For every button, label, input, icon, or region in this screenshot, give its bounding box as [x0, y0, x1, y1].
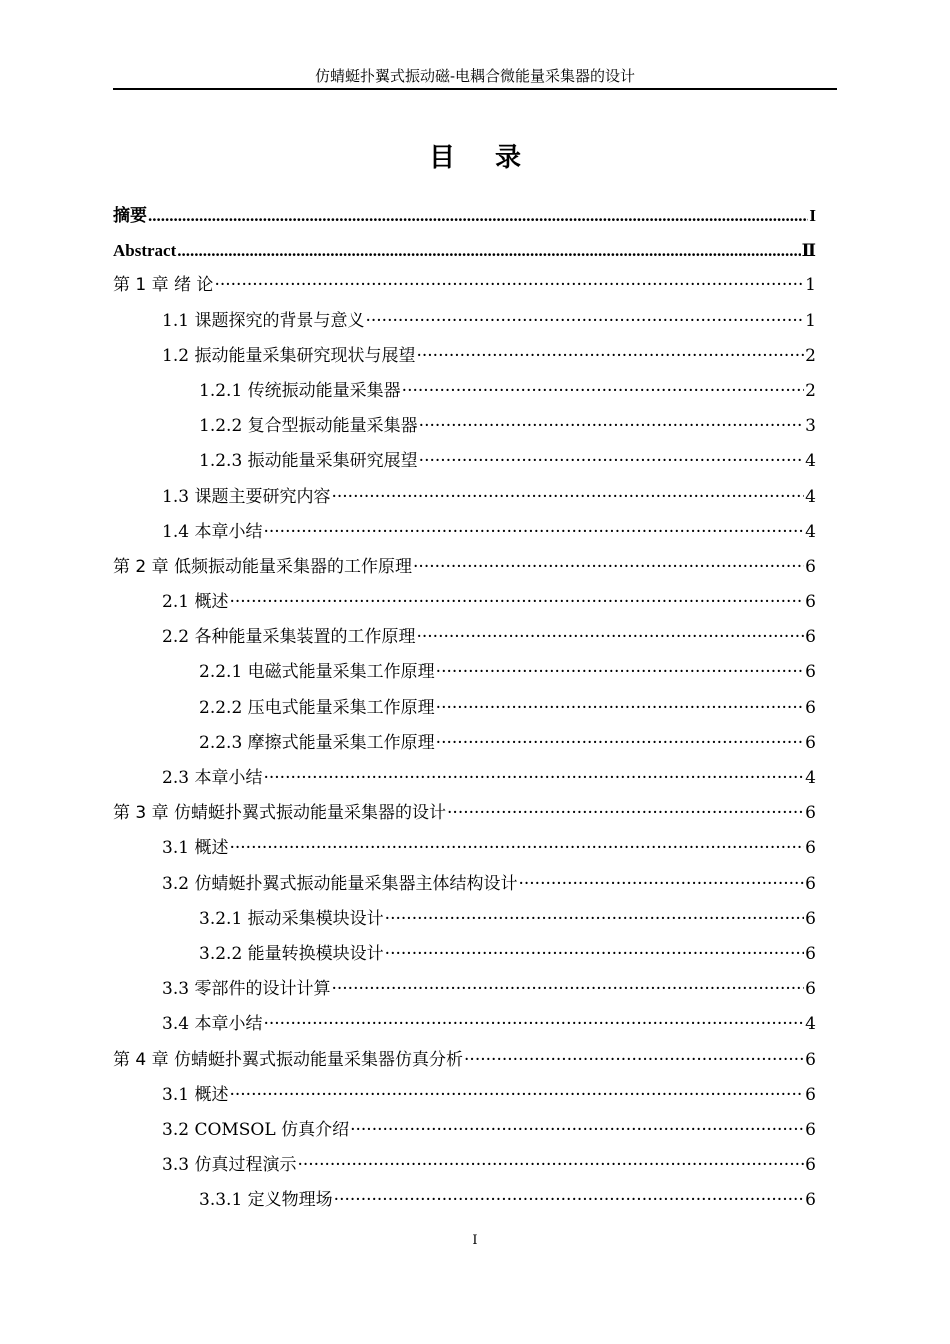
toc-entry[interactable] — [113, 691, 816, 726]
footer-page-number: I — [472, 1233, 478, 1248]
toc-entry-title: 3.2 COMSOL 仿真介绍 — [162, 1119, 350, 1140]
toc-entry-page: 4 — [805, 521, 816, 542]
toc-leader-dots — [263, 515, 804, 550]
toc-entry-page: 6 — [805, 592, 816, 613]
toc-leader-dots — [416, 620, 804, 655]
toc-entry-page: 6 — [805, 908, 816, 929]
toc-entry[interactable] — [113, 233, 816, 268]
toc-entry-title: 3.3 仿真过程演示 — [162, 1155, 297, 1176]
table-of-contents — [113, 198, 816, 1218]
toc-entry[interactable] — [113, 550, 816, 585]
toc-entry-page: 6 — [805, 1155, 816, 1176]
toc-entry-page: 6 — [805, 1119, 816, 1140]
toc-entry-page: 6 — [805, 627, 816, 648]
toc-leader-dots — [385, 937, 805, 972]
toc-leader-dots — [365, 304, 804, 339]
toc-entry[interactable] — [113, 761, 816, 796]
toc-entry-page: 4 — [805, 486, 816, 507]
toc-leader-dots — [214, 268, 804, 303]
toc-entry-title: 3.2.2 能量转换模块设计 — [199, 943, 384, 964]
toc-entry-page: 2 — [805, 380, 816, 401]
toc-entry-title: 1.4 本章小结 — [162, 521, 263, 542]
toc-leader-dots — [148, 198, 808, 233]
toc-entry-page: 6 — [805, 697, 816, 718]
toc-entry-title: 2.2.2 压电式能量采集工作原理 — [199, 697, 435, 718]
toc-entry[interactable] — [113, 1113, 816, 1148]
toc-entry-page: 6 — [805, 556, 816, 577]
toc-entry-page: 1 — [805, 275, 816, 296]
toc-leader-dots — [331, 972, 804, 1007]
toc-leader-dots — [416, 339, 804, 374]
toc-entry-title: 3.2.1 振动采集模块设计 — [199, 908, 384, 929]
toc-entry-page: 3 — [805, 416, 816, 437]
toc-entry[interactable] — [113, 796, 816, 831]
toc-entry-title: 第 3 章 仿蜻蜓扑翼式振动能量采集器的设计 — [113, 803, 447, 824]
toc-entry[interactable] — [113, 937, 816, 972]
toc-entry-page: Ⅱ — [801, 241, 816, 261]
toc-entry-page: 6 — [805, 838, 816, 859]
toc-leader-dots — [518, 867, 804, 902]
running-header: 仿蜻蜓扑翼式振动磁-电耦合微能量采集器的设计 — [314, 67, 636, 85]
toc-entry-page: 1 — [805, 310, 816, 331]
toc-leader-dots — [436, 691, 805, 726]
toc-entry[interactable] — [113, 444, 816, 479]
toc-entry-page: 2 — [805, 345, 816, 366]
toc-entry[interactable] — [113, 268, 816, 303]
toc-leader-dots — [402, 374, 805, 409]
toc-entry-title: 摘要 — [113, 206, 147, 225]
toc-leader-dots — [436, 726, 805, 761]
toc-entry[interactable] — [113, 1183, 816, 1218]
header-rule — [113, 88, 837, 90]
toc-entry-page: 6 — [805, 803, 816, 824]
toc-entry-title: 3.3 零部件的设计计算 — [162, 979, 331, 1000]
toc-entry-title: 2.2 各种能量采集装置的工作原理 — [162, 627, 416, 648]
toc-leader-dots — [350, 1113, 804, 1148]
toc-entry-page: 6 — [805, 1084, 816, 1105]
toc-entry[interactable] — [113, 620, 816, 655]
toc-entry-title: 1.2.3 振动能量采集研究展望 — [199, 451, 418, 472]
toc-entry-title: 2.2.1 电磁式能量采集工作原理 — [199, 662, 435, 683]
toc-entry[interactable] — [113, 480, 816, 515]
toc-entry[interactable] — [113, 585, 816, 620]
toc-leader-dots — [334, 1183, 805, 1218]
toc-title: 目录 — [428, 143, 561, 173]
toc-leader-dots — [263, 1007, 804, 1042]
toc-entry-title: 3.1 概述 — [162, 1084, 229, 1105]
toc-entry-title: 3.3.1 定义物理场 — [199, 1190, 333, 1211]
toc-entry-title: 3.2 仿蜻蜓扑翼式振动能量采集器主体结构设计 — [162, 873, 518, 894]
toc-entry-title: 2.3 本章小结 — [162, 768, 263, 788]
toc-entry[interactable] — [113, 1007, 816, 1042]
toc-entry-title: 1.1 课题探究的背景与意义 — [162, 310, 365, 331]
toc-entry[interactable] — [113, 902, 816, 937]
toc-leader-dots — [385, 902, 805, 937]
toc-entry-page: 6 — [805, 873, 816, 894]
toc-entry[interactable] — [113, 1148, 816, 1183]
toc-entry-title: 第 2 章 低频振动能量采集器的工作原理 — [113, 556, 413, 577]
toc-entry[interactable] — [113, 972, 816, 1007]
toc-entry[interactable] — [113, 1043, 816, 1078]
toc-entry-title: 1.3 课题主要研究内容 — [162, 486, 331, 507]
toc-entry-title: 3.4 本章小结 — [162, 1014, 263, 1035]
toc-entry-page: 4 — [805, 768, 816, 788]
toc-leader-dots — [413, 550, 804, 585]
toc-entry-title: 第 4 章 仿蜻蜓扑翼式振动能量采集器仿真分析 — [113, 1049, 464, 1070]
toc-leader-dots — [331, 480, 804, 515]
toc-leader-dots — [419, 409, 805, 444]
toc-entry-title: Abstract — [113, 241, 177, 261]
toc-entry-page: 6 — [805, 732, 816, 753]
toc-entry-page: I — [809, 206, 816, 225]
toc-leader-dots — [229, 585, 804, 620]
toc-leader-dots — [447, 796, 804, 831]
toc-entry-page: 6 — [805, 979, 816, 1000]
toc-entry-title: 3.1 概述 — [162, 838, 229, 859]
toc-entry-title: 1.2 振动能量采集研究现状与展望 — [162, 345, 416, 366]
toc-entry[interactable] — [113, 831, 816, 866]
toc-leader-dots — [263, 761, 804, 796]
toc-entry-page: 6 — [805, 662, 816, 683]
toc-entry[interactable] — [113, 655, 816, 690]
toc-entry-page: 4 — [805, 451, 816, 472]
toc-entry-title: 1.2.2 复合型振动能量采集器 — [199, 416, 418, 437]
toc-entry[interactable] — [113, 339, 816, 374]
toc-entry-page: 6 — [805, 1190, 816, 1211]
toc-leader-dots — [229, 1078, 804, 1113]
toc-entry[interactable] — [113, 515, 816, 550]
toc-entry-page: 6 — [805, 943, 816, 964]
toc-leader-dots — [229, 831, 804, 866]
toc-leader-dots — [436, 655, 805, 690]
toc-entry-title: 1.2.1 传统振动能量采集器 — [199, 380, 401, 401]
toc-entry[interactable] — [113, 726, 816, 761]
toc-leader-dots — [297, 1148, 804, 1183]
toc-entry[interactable] — [113, 304, 816, 339]
toc-entry-title: 2.2.3 摩擦式能量采集工作原理 — [199, 732, 435, 753]
toc-entry[interactable] — [113, 374, 816, 409]
toc-entry-title: 2.1 概述 — [162, 592, 229, 613]
toc-entry[interactable] — [113, 867, 816, 902]
toc-leader-dots — [419, 444, 805, 479]
toc-leader-dots — [464, 1043, 804, 1078]
toc-entry[interactable] — [113, 198, 816, 233]
toc-entry[interactable] — [113, 1078, 816, 1113]
toc-leader-dots — [177, 233, 800, 268]
toc-entry-page: 6 — [805, 1049, 816, 1070]
toc-entry[interactable] — [113, 409, 816, 444]
toc-entry-page: 4 — [805, 1014, 816, 1035]
toc-entry-title: 第 1 章 绪 论 — [113, 275, 214, 296]
